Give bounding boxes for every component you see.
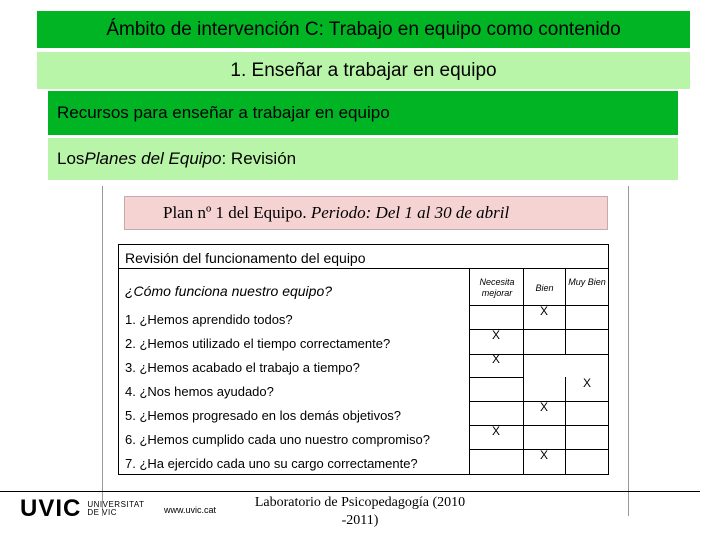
review-item-mark: X <box>583 376 592 390</box>
section-heading-text: Recursos para enseñar a trabajar en equipo <box>57 103 390 122</box>
topic-heading <box>48 138 678 180</box>
plan-period: Periodo: Del 1 al 30 de abril <box>310 203 510 222</box>
review-item-label: 1. ¿Hemos aprendido todos? <box>125 312 293 327</box>
column-divider <box>469 268 470 474</box>
plan-title: Plan nº 1 del Equipo. <box>163 203 307 222</box>
logo-subtitle-line2: DE VIC <box>87 508 118 517</box>
slide-subtitle-text: 1. Enseñar a trabajar en equipo <box>230 59 497 81</box>
column-header-good: Bien <box>535 283 554 293</box>
column-divider <box>565 377 566 474</box>
review-item-mark: X <box>540 304 549 318</box>
footer-credit <box>240 494 480 530</box>
topic-emphasis: Planes del Equipo <box>84 149 222 168</box>
review-table <box>118 244 609 475</box>
column-divider <box>523 268 524 474</box>
review-item-mark: X <box>492 352 501 366</box>
slide-subtitle <box>37 52 690 89</box>
column-header-needs-improvement: Necesita mejorar <box>479 277 515 298</box>
column-header-very-good: Muy Bien <box>568 277 606 287</box>
review-item-label: 6. ¿Hemos cumplido cada uno nuestro compromiso? <box>125 432 430 447</box>
review-item-label: 3. ¿Hemos acabado el trabajo a tiempo? <box>125 360 360 375</box>
section-heading <box>48 91 678 135</box>
row-divider <box>469 425 608 426</box>
slide-title <box>37 11 690 48</box>
plan-title-box <box>124 196 608 230</box>
website-url: www.uvic.cat <box>164 505 217 515</box>
review-item-label: 4. ¿Nos hemos ayudado? <box>125 384 274 399</box>
footer-credit-line1: Laboratorio de Psicopedagogía (2010 <box>254 495 466 510</box>
footer-credit-line2: -2011) <box>341 513 379 528</box>
review-item-mark: X <box>540 448 549 462</box>
slide-title-text: Ámbito de intervención C: Trabajo en equipo como contenido <box>106 18 621 40</box>
review-item-label: 2. ¿Hemos utilizado el tiempo correctamente? <box>125 336 391 351</box>
footer-divider <box>0 491 700 492</box>
row-divider <box>469 354 608 355</box>
logo-wordmark: UVIC <box>20 495 82 522</box>
row-divider <box>469 377 523 378</box>
logo-subtitle-line1: UNIVERSITAT <box>87 500 145 509</box>
heading-divider <box>119 268 608 269</box>
row-divider <box>469 329 608 330</box>
logo-subtitle <box>87 501 144 517</box>
review-item-label: 5. ¿Hemos progresado en los demás objetivos? <box>125 408 402 423</box>
review-heading: Revisión del funcionamento del equipo <box>125 250 366 266</box>
review-item-label: 7. ¿Ha ejercido cada uno su cargo correctamente? <box>125 456 418 471</box>
review-item-mark: X <box>492 328 501 342</box>
review-question: ¿Cómo funciona nuestro equipo? <box>125 283 333 299</box>
topic-prefix: Los <box>57 149 85 168</box>
row-divider <box>469 401 608 402</box>
topic-suffix: : Revisión <box>221 149 297 168</box>
review-item-mark: X <box>492 424 501 438</box>
university-logo <box>20 496 160 522</box>
review-item-mark: X <box>540 400 549 414</box>
header-row-divider <box>469 305 608 306</box>
row-divider <box>469 449 608 450</box>
